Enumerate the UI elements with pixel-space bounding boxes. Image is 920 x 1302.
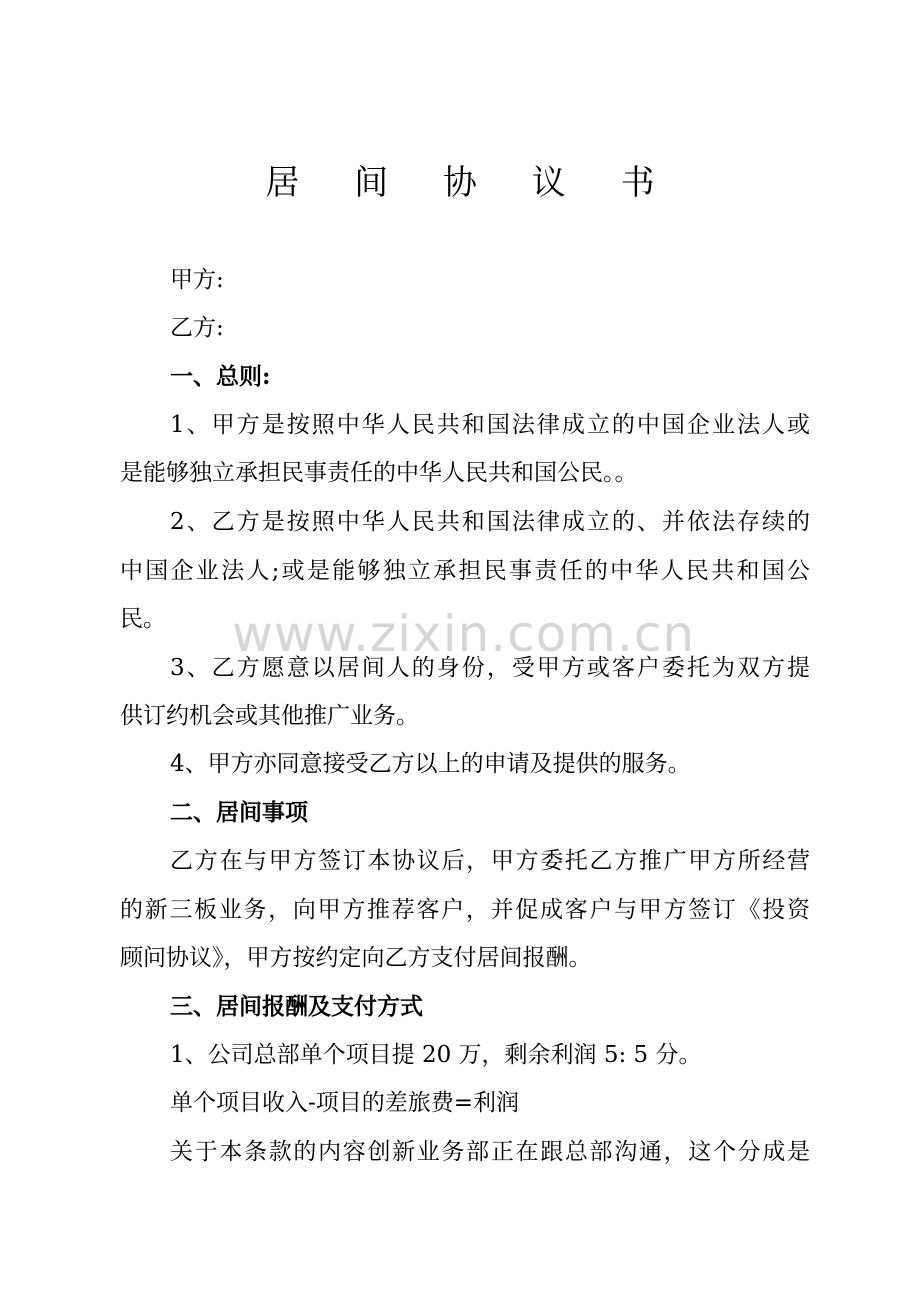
clause-1-line-1: 1、甲方是按照中华人民共和国法律成立的中国企业法人或 [170,412,810,438]
payment-clause-1: 1、公司总部单个项目提 20 万，剩余利润 5: 5 分。 [170,1042,702,1068]
watermark: www.zixin.com.cn [232,605,696,663]
clause-2-line-3: 民。 [120,606,166,632]
section-heading-matters: 二、居间事项 [170,799,308,826]
section-heading-payment: 三、居间报酬及支付方式 [170,993,423,1020]
matters-para-line-3: 顾问协议》，甲方按约定向乙方支付居间报酬。 [120,945,592,971]
clause-1-line-2: 是能够独立承担民事责任的中华人民共和国公民。。 [120,460,638,486]
clause-4: 4、甲方亦同意接受乙方以上的申请及提供的服务。 [170,751,691,777]
payment-note-line-1: 关于本条款的内容创新业务部正在跟总部沟通，这个分成是 [170,1139,810,1165]
clause-3-line-2: 供订约机会或其他推广业务。 [120,703,419,729]
clause-3-line-1: 3、乙方愿意以居间人的身份，受甲方或客户委托为双方提 [170,655,810,681]
party-b-label: 乙方: [170,315,224,341]
profit-formula: 单个项目收入-项目的差旅费=利润 [170,1090,520,1116]
section-heading-general: 一、总则: [170,363,271,390]
party-a-label: 甲方: [170,267,224,293]
clause-2-line-2: 中国企业法人;或是能够独立承担民事责任的中华人民共和国公 [120,558,810,584]
document-title: 居 间 协 议 书 [265,163,677,203]
matters-para-line-1: 乙方在与甲方签订本协议后，甲方委托乙方推广甲方所经营 [170,848,810,874]
clause-2-line-1: 2、乙方是按照中华人民共和国法律成立的、并依法存续的 [170,509,810,535]
matters-para-line-2: 的新三板业务，向甲方推荐客户，并促成客户与甲方签订《投资 [120,897,810,923]
